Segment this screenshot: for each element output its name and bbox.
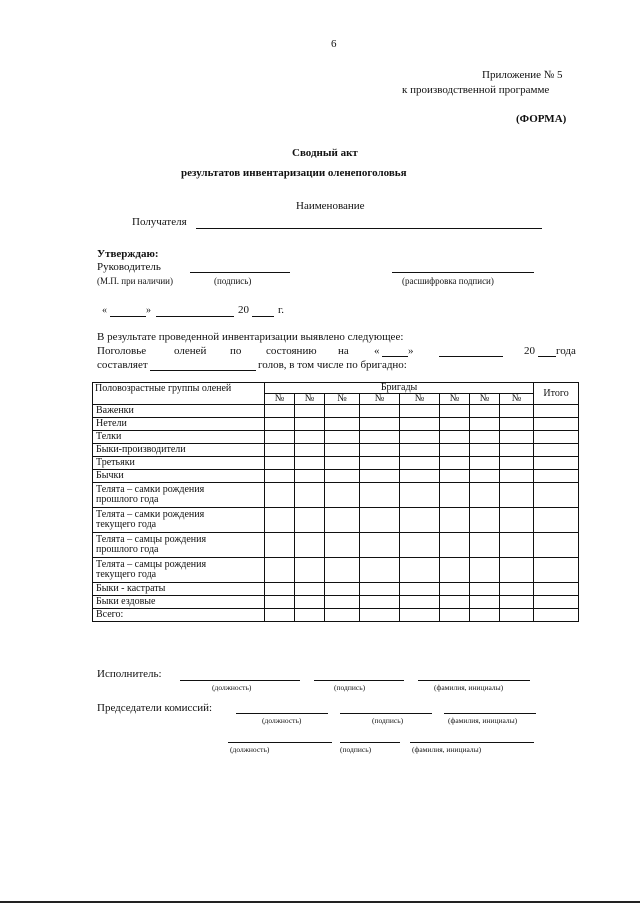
brigade-cell[interactable]	[265, 483, 295, 508]
brigade-cell[interactable]	[500, 533, 534, 558]
row-label-line: Третьяки	[96, 457, 135, 468]
row-label-line: текущего года	[96, 519, 157, 530]
brigade-cell[interactable]	[325, 444, 360, 457]
table-row	[93, 596, 579, 609]
brigade-cell[interactable]	[360, 431, 400, 444]
table-row	[93, 431, 579, 444]
result-date-close: »	[408, 345, 414, 357]
executor-position-line	[180, 680, 300, 681]
approve-heading: Утверждаю:	[97, 248, 159, 260]
brigade-cell[interactable]	[500, 583, 534, 596]
row-label-line: Бычки	[96, 470, 124, 481]
approve-year-prefix: 20	[238, 304, 249, 316]
brigade-cell[interactable]	[360, 558, 400, 583]
row-label	[93, 418, 265, 431]
brigade-cell[interactable]	[325, 405, 360, 418]
age-group-header: Половозрастные группы оленей	[93, 383, 265, 405]
brigade-cell[interactable]	[360, 596, 400, 609]
row-label-line: Телята – самки рождения	[96, 509, 205, 520]
total-cell[interactable]	[534, 583, 579, 596]
head-signature-line	[190, 272, 290, 273]
brigade-cell[interactable]	[440, 431, 470, 444]
row-label-line: Нетели	[96, 418, 127, 429]
brigade-cell[interactable]	[295, 558, 325, 583]
brigade-cell[interactable]	[500, 483, 534, 508]
brigade-cell[interactable]	[500, 508, 534, 533]
brigade-cell[interactable]	[360, 609, 400, 622]
brigade-col-header: №	[470, 394, 500, 405]
brigade-cell[interactable]	[295, 418, 325, 431]
brigade-cell[interactable]	[360, 508, 400, 533]
brigade-cell[interactable]	[265, 444, 295, 457]
brigade-cell[interactable]	[325, 583, 360, 596]
brigade-cell[interactable]	[295, 405, 325, 418]
brigade-cell[interactable]	[325, 431, 360, 444]
brigade-col-header: №	[400, 394, 440, 405]
brigade-cell[interactable]	[295, 444, 325, 457]
brigade-cell[interactable]	[440, 444, 470, 457]
result-year-line	[538, 356, 556, 357]
commission-signature-note-1: (подпись)	[372, 716, 404, 725]
brigade-cell[interactable]	[360, 418, 400, 431]
brigade-cell[interactable]	[360, 405, 400, 418]
result-month-line	[439, 356, 503, 357]
row-label	[93, 583, 265, 596]
brigade-cell[interactable]	[470, 583, 500, 596]
commission-name-note-1: (фамилия, инициалы)	[448, 716, 518, 725]
brigade-cell[interactable]	[265, 596, 295, 609]
brigade-cell[interactable]	[265, 431, 295, 444]
result-w2: оленей	[174, 345, 207, 357]
total-cell[interactable]	[534, 444, 579, 457]
result-line-1: В результате проведенной инвентаризации выявлено следующее:	[97, 331, 404, 343]
brigade-cell[interactable]	[360, 533, 400, 558]
head-decode-line	[392, 272, 534, 273]
row-label	[93, 533, 265, 558]
row-label-line: текущего года	[96, 569, 157, 580]
brigade-cell[interactable]	[440, 508, 470, 533]
total-cell[interactable]	[534, 609, 579, 622]
brigade-cell[interactable]	[470, 470, 500, 483]
result-year-prefix: 20	[524, 345, 535, 357]
total-cell[interactable]	[534, 418, 579, 431]
result-date-open: «	[374, 345, 380, 357]
brigade-cell[interactable]	[440, 558, 470, 583]
brigade-cell[interactable]	[325, 418, 360, 431]
brigade-cell[interactable]	[360, 583, 400, 596]
brigade-cell[interactable]	[500, 470, 534, 483]
executor-name-line	[418, 680, 530, 681]
brigade-cell[interactable]	[400, 431, 440, 444]
brigade-cell[interactable]	[400, 457, 440, 470]
row-label	[93, 457, 265, 470]
brigade-cell[interactable]	[500, 431, 534, 444]
brigade-cell[interactable]	[295, 483, 325, 508]
total-cell[interactable]	[534, 431, 579, 444]
approve-year-suffix: г.	[278, 304, 285, 316]
brigade-cell[interactable]	[325, 470, 360, 483]
brigade-cell[interactable]	[440, 533, 470, 558]
brigade-cell[interactable]	[360, 444, 400, 457]
brigade-cell[interactable]	[265, 508, 295, 533]
brigade-cell[interactable]	[265, 405, 295, 418]
result-day-line	[382, 356, 408, 357]
brigade-cell[interactable]	[440, 483, 470, 508]
row-label	[93, 470, 265, 483]
executor-name-note: (фамилия, инициалы)	[434, 683, 504, 692]
table-row	[93, 583, 579, 596]
brigade-col-header: №	[265, 394, 295, 405]
table-row	[93, 457, 579, 470]
brigade-cell[interactable]	[400, 609, 440, 622]
approve-day-line	[110, 316, 146, 317]
brigade-cell[interactable]	[440, 457, 470, 470]
table-body	[93, 405, 579, 622]
commission-position-line-2	[228, 742, 332, 743]
row-label-line: Телки	[96, 431, 122, 442]
total-cell[interactable]	[534, 470, 579, 483]
brigade-cell[interactable]	[400, 483, 440, 508]
brigade-cell[interactable]	[440, 583, 470, 596]
brigade-cell[interactable]	[500, 596, 534, 609]
brigade-cell[interactable]	[325, 558, 360, 583]
total-cell[interactable]	[534, 457, 579, 470]
row-label-line: прошлого года	[96, 544, 159, 555]
commission-signature-line-1	[340, 713, 432, 714]
stamp-note: (М.П. при наличии)	[97, 276, 173, 286]
brigade-cell[interactable]	[400, 444, 440, 457]
brigade-cell[interactable]	[470, 418, 500, 431]
row-label-line: Быки ездовые	[96, 596, 156, 607]
brigade-cell[interactable]	[265, 583, 295, 596]
result-line-3b: голов, в том числе по бригадно:	[258, 359, 407, 371]
brigade-cell[interactable]	[400, 558, 440, 583]
brigade-col-header: №	[440, 394, 470, 405]
commission-position-line-1	[236, 713, 328, 714]
brigade-col-header: №	[325, 394, 360, 405]
brigade-cell[interactable]	[470, 558, 500, 583]
row-label	[93, 609, 265, 622]
brigade-cell[interactable]	[295, 533, 325, 558]
row-label-line: прошлого года	[96, 494, 159, 505]
brigade-cell[interactable]	[325, 483, 360, 508]
row-label	[93, 483, 265, 508]
commission-name-line-2	[410, 742, 534, 743]
result-year-suffix: года	[556, 345, 576, 357]
total-cell[interactable]	[534, 533, 579, 558]
table-row	[93, 470, 579, 483]
approve-date-open: «	[102, 305, 107, 316]
commission-name-note-2: (фамилия, инициалы)	[412, 745, 482, 754]
page-number: 6	[331, 38, 337, 50]
recipient-line	[196, 228, 542, 229]
table-row	[93, 405, 579, 418]
page-bottom-edge	[0, 901, 640, 903]
brigade-cell[interactable]	[440, 596, 470, 609]
brigade-cell[interactable]	[500, 418, 534, 431]
brigades-header: Бригады	[265, 383, 534, 394]
result-w4: состоянию	[266, 345, 317, 357]
commission-label: Председатели комиссий:	[97, 702, 213, 714]
brigade-cell[interactable]	[470, 444, 500, 457]
brigade-cell[interactable]	[470, 508, 500, 533]
brigade-cell[interactable]	[440, 470, 470, 483]
brigade-cell[interactable]	[295, 508, 325, 533]
head-label: Руководитель	[97, 261, 161, 273]
result-w5: на	[338, 345, 349, 357]
brigade-cell[interactable]	[295, 470, 325, 483]
commission-signature-line-2	[340, 742, 400, 743]
commission-signature-note-2: (подпись)	[340, 745, 372, 754]
row-label	[93, 558, 265, 583]
inventory-table	[92, 382, 579, 622]
brigade-cell[interactable]	[265, 533, 295, 558]
brigade-col-header: №	[295, 394, 325, 405]
appendix-line-2: к производственной программе	[402, 84, 550, 96]
row-label-line: Быки - кастраты	[96, 583, 166, 594]
total-cell[interactable]	[534, 483, 579, 508]
brigade-cell[interactable]	[265, 558, 295, 583]
form-label: (ФОРМА)	[516, 113, 567, 125]
brigade-cell[interactable]	[295, 609, 325, 622]
result-count-line	[150, 370, 256, 371]
executor-signature-line	[314, 680, 404, 681]
row-label-line: Телята – самцы рождения	[96, 559, 207, 570]
row-label-line: Телята – самцы рождения	[96, 534, 207, 545]
row-label	[93, 508, 265, 533]
brigade-cell[interactable]	[400, 405, 440, 418]
commission-position-note-1: (должность)	[262, 716, 302, 725]
title-line-1: Сводный акт	[292, 147, 358, 159]
brigade-cell[interactable]	[500, 609, 534, 622]
table-row	[93, 508, 579, 533]
brigade-cell[interactable]	[470, 596, 500, 609]
recipient-name-label: Наименование	[296, 200, 365, 212]
table-row	[93, 533, 579, 558]
brigade-cell[interactable]	[470, 457, 500, 470]
brigade-cell[interactable]	[325, 596, 360, 609]
table-row	[93, 444, 579, 457]
brigade-cell[interactable]	[325, 457, 360, 470]
approve-month-line	[156, 316, 234, 317]
executor-label: Исполнитель:	[97, 668, 162, 680]
signature-note: (подпись)	[214, 276, 252, 286]
brigade-cell[interactable]	[325, 533, 360, 558]
total-cell[interactable]	[534, 558, 579, 583]
brigade-cell[interactable]	[440, 405, 470, 418]
row-label	[93, 405, 265, 418]
brigade-cell[interactable]	[360, 457, 400, 470]
brigade-cell[interactable]	[500, 457, 534, 470]
result-w1: Поголовье	[97, 345, 147, 357]
brigade-cell[interactable]	[440, 418, 470, 431]
recipient-label: Получателя	[132, 216, 187, 228]
brigade-cell[interactable]	[295, 583, 325, 596]
brigade-cell[interactable]	[325, 609, 360, 622]
commission-position-note-2: (должность)	[230, 745, 270, 754]
brigade-cell[interactable]	[295, 457, 325, 470]
appendix-line-1: Приложение № 5	[482, 69, 563, 81]
row-label	[93, 444, 265, 457]
total-cell[interactable]	[534, 405, 579, 418]
row-label-line: Телята – самки рождения	[96, 484, 205, 495]
brigade-cell[interactable]	[470, 431, 500, 444]
brigade-cell[interactable]	[265, 418, 295, 431]
brigade-cell[interactable]	[265, 457, 295, 470]
approve-date-close: »	[146, 305, 151, 316]
total-cell[interactable]	[534, 596, 579, 609]
decode-note: (расшифровка подписи)	[402, 276, 494, 286]
table-row	[93, 558, 579, 583]
brigade-cell[interactable]	[295, 596, 325, 609]
brigade-cell[interactable]	[400, 533, 440, 558]
brigade-cell[interactable]	[295, 431, 325, 444]
brigade-cell[interactable]	[470, 609, 500, 622]
brigade-cell[interactable]	[470, 483, 500, 508]
brigade-cell[interactable]	[360, 470, 400, 483]
brigade-cell[interactable]	[400, 508, 440, 533]
total-header: Итого	[534, 383, 579, 405]
brigade-col-header: №	[500, 394, 534, 405]
brigade-cell[interactable]	[500, 405, 534, 418]
executor-signature-note: (подпись)	[334, 683, 366, 692]
approve-year-line	[252, 316, 274, 317]
brigade-cell[interactable]	[500, 444, 534, 457]
brigade-cell[interactable]	[360, 483, 400, 508]
brigade-cell[interactable]	[470, 405, 500, 418]
table-row	[93, 609, 579, 622]
total-cell[interactable]	[534, 508, 579, 533]
row-label-line: Важенки	[96, 405, 134, 416]
row-label-line: Быки-производители	[96, 444, 186, 455]
brigade-cell[interactable]	[400, 583, 440, 596]
brigade-cell[interactable]	[500, 558, 534, 583]
title-line-2: результатов инвентаризации оленепоголовья	[181, 167, 407, 179]
brigade-cell[interactable]	[325, 508, 360, 533]
row-label	[93, 596, 265, 609]
commission-name-line-1	[444, 713, 536, 714]
brigade-cell[interactable]	[440, 609, 470, 622]
brigade-cell[interactable]	[400, 418, 440, 431]
result-line-3a: составляет	[97, 359, 148, 371]
row-label	[93, 431, 265, 444]
brigade-cell[interactable]	[265, 609, 295, 622]
brigade-cell[interactable]	[265, 470, 295, 483]
executor-position-note: (должность)	[212, 683, 252, 692]
result-w3: по	[230, 345, 242, 357]
row-label-line: Всего:	[96, 609, 124, 620]
table-row	[93, 483, 579, 508]
brigade-cell[interactable]	[470, 533, 500, 558]
brigade-cell[interactable]	[400, 596, 440, 609]
table-row	[93, 418, 579, 431]
brigade-cell[interactable]	[400, 470, 440, 483]
brigade-col-header: №	[360, 394, 400, 405]
